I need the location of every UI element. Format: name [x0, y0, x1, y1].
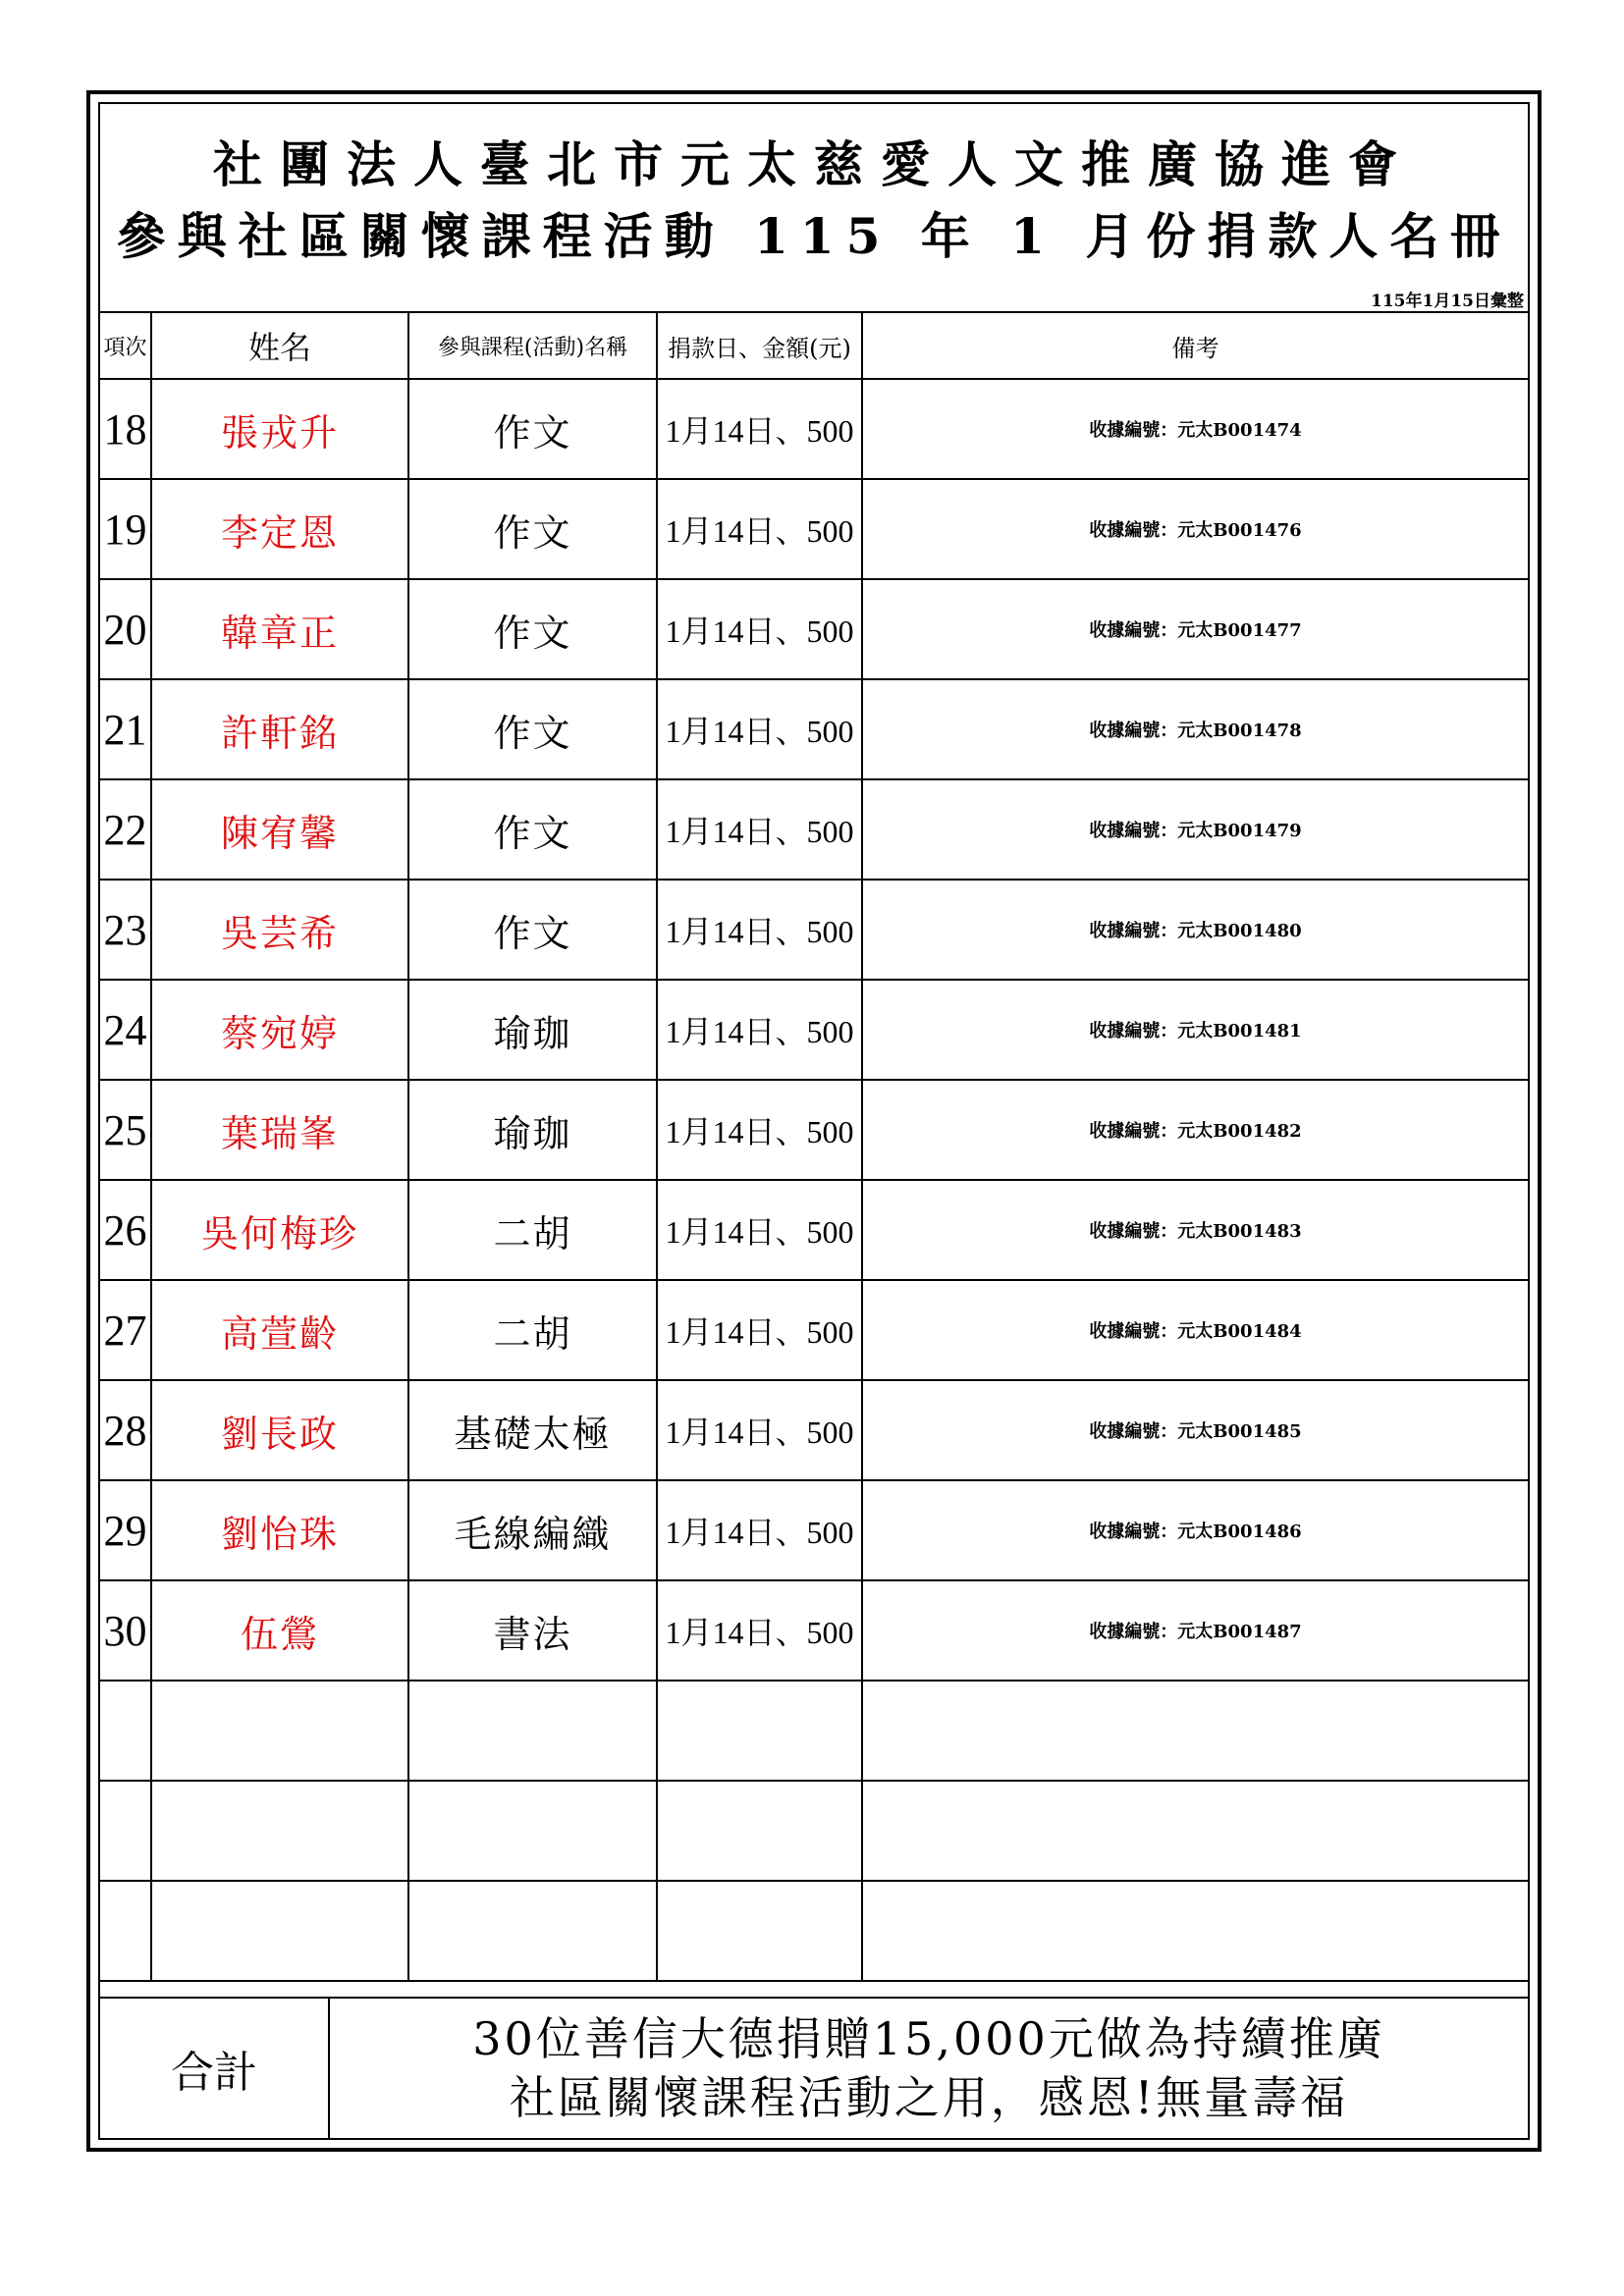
document-frame: [86, 90, 1542, 2152]
empty-cell: [862, 1881, 1528, 1981]
donor-name: 韓章正: [151, 579, 408, 679]
row-index: 18: [100, 379, 151, 479]
course-name: 基礎太極: [408, 1380, 657, 1480]
course-name: 瑜珈: [408, 980, 657, 1080]
total-label: 合計: [100, 1999, 330, 2138]
donor-name: 高萱齡: [151, 1280, 408, 1380]
table-row: [100, 1480, 1528, 1580]
receipt-note: 收據編號：元太B001485: [862, 1380, 1528, 1480]
row-index: 26: [100, 1180, 151, 1280]
receipt-note: 收據編號：元太B001483: [862, 1180, 1528, 1280]
empty-cell: [862, 1781, 1528, 1881]
empty-cell: [408, 1781, 657, 1881]
total-statement-line2: 社區關懷課程活動之用，感恩!無量壽福: [509, 2071, 1349, 2124]
empty-cell: [657, 1781, 862, 1881]
empty-cell: [151, 1781, 408, 1881]
row-index: 27: [100, 1280, 151, 1380]
table-row: [100, 880, 1528, 980]
donation-date-amount: 1月14日、500: [657, 980, 862, 1080]
total-statement-line1: 30位善信大德捐贈15,000元做為持續推廣: [472, 2012, 1385, 2065]
donor-name: 張戎升: [151, 379, 408, 479]
table-row: [100, 1080, 1528, 1180]
table-row: [100, 1280, 1528, 1380]
course-name: 作文: [408, 579, 657, 679]
table-header-row: [100, 312, 1528, 379]
donor-name: 陳宥馨: [151, 779, 408, 880]
register-title: 參與社區關懷課程活動 115 年 1 月份捐款人名冊: [116, 207, 1512, 265]
donation-date-amount: 1月14日、500: [657, 379, 862, 479]
table-row: [100, 579, 1528, 679]
donation-date-amount: 1月14日、500: [657, 679, 862, 779]
organization-title: 社團法人臺北市元太慈愛人文推廣協進會: [213, 135, 1415, 193]
table-row: [100, 1580, 1528, 1681]
receipt-note: 收據編號：元太B001482: [862, 1080, 1528, 1180]
row-index: 24: [100, 980, 151, 1080]
row-index: 21: [100, 679, 151, 779]
donation-date-amount: 1月14日、500: [657, 1180, 862, 1280]
row-index: 23: [100, 880, 151, 980]
donor-name: 蔡宛婷: [151, 980, 408, 1080]
course-name: 書法: [408, 1580, 657, 1681]
row-index: 29: [100, 1480, 151, 1580]
receipt-note: 收據編號：元太B001487: [862, 1580, 1528, 1681]
table-row: [100, 679, 1528, 779]
receipt-note: 收據編號：元太B001474: [862, 379, 1528, 479]
document-inner-frame: [98, 102, 1530, 2140]
course-name: 瑜珈: [408, 1080, 657, 1180]
compiled-date-note: 115年1月15日彙整: [1371, 292, 1524, 311]
donation-date-amount: 1月14日、500: [657, 1380, 862, 1480]
donation-date-amount: 1月14日、500: [657, 1280, 862, 1380]
receipt-note: 收據編號：元太B001481: [862, 980, 1528, 1080]
table-row: [100, 980, 1528, 1080]
column-header-course: 參與課程(活動)名稱: [408, 312, 657, 379]
donation-date-amount: 1月14日、500: [657, 779, 862, 880]
row-index: 22: [100, 779, 151, 880]
title-block: [100, 104, 1528, 313]
column-header-index: 項次: [100, 312, 151, 379]
column-header-name: 姓名: [151, 312, 408, 379]
course-name: 作文: [408, 379, 657, 479]
empty-table-row: [100, 1681, 1528, 1781]
table-row: [100, 479, 1528, 579]
donor-name: 李定恩: [151, 479, 408, 579]
donor-name: 吳芸希: [151, 880, 408, 980]
course-name: 作文: [408, 479, 657, 579]
course-name: 作文: [408, 880, 657, 980]
table-row: [100, 779, 1528, 880]
donation-date-amount: 1月14日、500: [657, 1080, 862, 1180]
row-index: 30: [100, 1580, 151, 1681]
column-header-note: 備考: [862, 312, 1528, 379]
course-name: 二胡: [408, 1180, 657, 1280]
empty-cell: [151, 1681, 408, 1781]
table-row: [100, 1180, 1528, 1280]
receipt-note: 收據編號：元太B001486: [862, 1480, 1528, 1580]
total-statement: [330, 1999, 1528, 2138]
receipt-note: 收據編號：元太B001476: [862, 479, 1528, 579]
course-name: 作文: [408, 779, 657, 880]
empty-cell: [657, 1681, 862, 1781]
donation-date-amount: 1月14日、500: [657, 579, 862, 679]
donation-date-amount: 1月14日、500: [657, 1480, 862, 1580]
column-header-date-amount: 捐款日、金額(元): [657, 312, 862, 379]
donation-date-amount: 1月14日、500: [657, 479, 862, 579]
donation-date-amount: 1月14日、500: [657, 1580, 862, 1681]
row-index: 28: [100, 1380, 151, 1480]
course-name: 作文: [408, 679, 657, 779]
donor-name: 葉瑞峯: [151, 1080, 408, 1180]
empty-cell: [100, 1881, 151, 1981]
empty-cell: [100, 1781, 151, 1881]
table-row: [100, 379, 1528, 479]
row-index: 25: [100, 1080, 151, 1180]
donor-name: 劉長政: [151, 1380, 408, 1480]
donor-name: 伍鶯: [151, 1580, 408, 1681]
receipt-note: 收據編號：元太B001484: [862, 1280, 1528, 1380]
course-name: 毛線編織: [408, 1480, 657, 1580]
receipt-note: 收據編號：元太B001477: [862, 579, 1528, 679]
total-section: [100, 1997, 1528, 2138]
empty-table-row: [100, 1781, 1528, 1881]
empty-cell: [408, 1681, 657, 1781]
empty-cell: [862, 1681, 1528, 1781]
donor-name: 吳何梅珍: [151, 1180, 408, 1280]
empty-cell: [151, 1881, 408, 1981]
table-row: [100, 1380, 1528, 1480]
empty-table-row: [100, 1881, 1528, 1981]
donor-name: 許軒銘: [151, 679, 408, 779]
empty-cell: [100, 1681, 151, 1781]
donor-table: [100, 311, 1528, 1982]
donation-date-amount: 1月14日、500: [657, 880, 862, 980]
receipt-note: 收據編號：元太B001480: [862, 880, 1528, 980]
receipt-note: 收據編號：元太B001479: [862, 779, 1528, 880]
donor-name: 劉怡珠: [151, 1480, 408, 1580]
row-index: 20: [100, 579, 151, 679]
empty-cell: [657, 1881, 862, 1981]
course-name: 二胡: [408, 1280, 657, 1380]
empty-cell: [408, 1881, 657, 1981]
row-index: 19: [100, 479, 151, 579]
receipt-note: 收據編號：元太B001478: [862, 679, 1528, 779]
